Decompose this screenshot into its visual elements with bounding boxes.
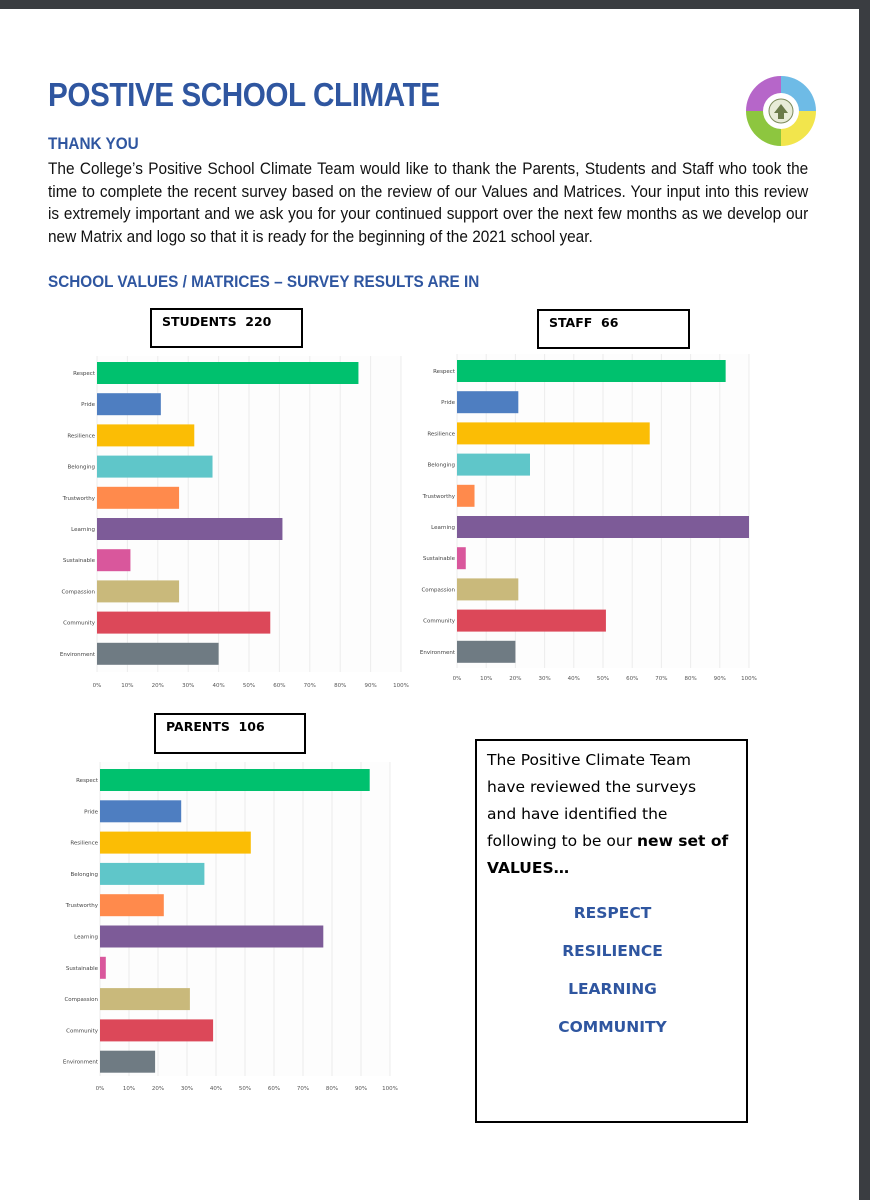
new-values-list <box>487 894 738 1046</box>
x-tick-label: 70% <box>296 1086 310 1092</box>
bar-sustainable <box>100 957 106 979</box>
values-text-line: have reviewed the surveys <box>487 778 697 796</box>
y-category-label: Belonging <box>70 871 98 878</box>
parents-bar-chart <box>45 758 410 1098</box>
bar-environment <box>100 1051 155 1073</box>
bar-resilience <box>97 424 194 446</box>
bar-pride <box>100 800 181 822</box>
window-right-border <box>859 0 870 1200</box>
y-category-label: Sustainable <box>62 558 95 565</box>
staff-caption: STAFF 66 <box>537 309 690 349</box>
bar-pride <box>457 391 518 413</box>
x-tick-label: 70% <box>303 683 316 689</box>
x-tick-label: 0% <box>452 676 462 682</box>
bar-community <box>97 612 270 634</box>
x-tick-label: 80% <box>684 676 697 682</box>
bar-compassion <box>97 580 179 602</box>
y-category-label: Pride <box>81 402 95 409</box>
bar-trustworthy <box>97 487 179 509</box>
bar-respect <box>97 362 358 384</box>
school-logo <box>743 73 819 149</box>
bar-belonging <box>100 863 204 885</box>
x-tick-label: 100% <box>741 676 757 682</box>
new-values-description <box>487 747 738 882</box>
bar-sustainable <box>97 549 130 571</box>
y-category-label: Community <box>66 1028 98 1035</box>
bar-belonging <box>457 454 530 476</box>
bar-environment <box>97 643 219 665</box>
values-text-line: and have identified the <box>487 805 668 823</box>
x-tick-label: 50% <box>238 1086 252 1092</box>
y-category-label: Community <box>63 620 95 627</box>
bar-compassion <box>100 988 190 1010</box>
y-category-label: Trustworthy <box>62 495 95 502</box>
x-tick-label: 60% <box>626 676 639 682</box>
y-category-label: Resilience <box>67 433 95 440</box>
x-tick-label: 30% <box>182 683 195 689</box>
y-category-label: Sustainable <box>422 556 455 563</box>
y-category-label: Compassion <box>421 587 455 594</box>
bar-learning <box>457 516 749 538</box>
bar-community <box>100 1019 213 1041</box>
page-title: POSTIVE SCHOOL CLIMATE <box>48 76 440 113</box>
value-item-community: COMMUNITY <box>558 1018 667 1036</box>
x-tick-label: 0% <box>92 683 102 689</box>
y-category-label: Resilience <box>70 840 98 847</box>
values-text-line: following to be our <box>487 832 638 850</box>
y-category-label: Respect <box>76 778 98 784</box>
x-tick-label: 50% <box>596 676 610 682</box>
bar-sustainable <box>457 547 466 569</box>
bar-learning <box>97 518 282 540</box>
x-tick-label: 80% <box>325 1086 339 1092</box>
bar-belonging <box>97 456 213 478</box>
y-category-label: Learning <box>71 527 95 533</box>
y-category-label: Environment <box>59 651 95 658</box>
x-tick-label: 90% <box>713 676 726 682</box>
bar-respect <box>100 769 370 791</box>
value-item-respect: RESPECT <box>573 904 652 922</box>
y-category-label: Trustworthy <box>422 493 455 500</box>
y-category-label: Community <box>423 618 455 625</box>
x-tick-label: 40% <box>567 676 580 682</box>
x-tick-label: 30% <box>180 1086 194 1092</box>
x-tick-label: 70% <box>655 676 668 682</box>
x-tick-label: 30% <box>538 676 551 682</box>
new-values-box <box>475 739 748 1123</box>
thank-you-heading: THANK YOU <box>48 134 139 153</box>
bar-resilience <box>100 832 251 854</box>
bar-learning <box>100 926 323 948</box>
students-bar-chart <box>45 350 410 695</box>
y-category-label: Compassion <box>61 589 95 596</box>
students-caption: STUDENTS 220 <box>150 308 303 348</box>
x-tick-label: 20% <box>151 683 164 689</box>
y-category-label: Trustworthy <box>65 903 98 910</box>
values-text-line: The Positive Climate Team <box>487 751 691 769</box>
y-category-label: Respect <box>73 371 95 377</box>
x-tick-label: 100% <box>382 1086 398 1092</box>
x-tick-label: 40% <box>209 1086 223 1092</box>
y-category-label: Learning <box>74 934 98 941</box>
y-category-label: Environment <box>419 649 455 656</box>
values-text-bold: VALUES… <box>487 859 570 877</box>
x-tick-label: 10% <box>121 683 134 689</box>
x-tick-label: 100% <box>393 683 409 689</box>
y-category-label: Compassion <box>64 997 98 1004</box>
bar-respect <box>457 360 726 382</box>
y-category-label: Belonging <box>67 464 95 471</box>
bar-trustworthy <box>100 894 164 916</box>
x-tick-label: 80% <box>334 683 347 689</box>
y-category-label: Resilience <box>427 431 455 438</box>
value-item-resilience: RESILIENCE <box>562 942 663 960</box>
thank-you-paragraph: The College’s Positive School Climate Team would like to thank the Parents, Students and Staff who took the time to complete the recent survey based on the review of our Values and Matrices. Your input into this review is extremely important and we ask you for your continued support over the next few months as we develop our new Matrix and logo so that it is ready for the beginning of the 2021 school year. <box>48 159 809 246</box>
x-tick-label: 90% <box>364 683 377 689</box>
x-tick-label: 90% <box>354 1086 368 1092</box>
bar-community <box>457 610 606 632</box>
y-category-label: Environment <box>62 1059 98 1066</box>
x-tick-label: 10% <box>122 1086 136 1092</box>
staff-bar-chart <box>408 350 768 690</box>
x-tick-label: 50% <box>242 683 256 689</box>
x-tick-label: 10% <box>480 676 493 682</box>
parents-caption: PARENTS 106 <box>154 713 306 754</box>
y-category-label: Pride <box>84 809 98 816</box>
y-category-label: Pride <box>441 400 455 407</box>
survey-results-heading: SCHOOL VALUES / MATRICES – SURVEY RESULTS ARE IN <box>48 272 480 291</box>
x-tick-label: 60% <box>267 1086 281 1092</box>
values-text-bold: new set of <box>637 832 729 850</box>
window-top-border <box>0 0 870 9</box>
x-tick-label: 20% <box>509 676 522 682</box>
x-tick-label: 60% <box>273 683 286 689</box>
x-tick-label: 40% <box>212 683 225 689</box>
value-item-learning: LEARNING <box>568 980 657 998</box>
y-category-label: Belonging <box>427 462 455 469</box>
x-tick-label: 0% <box>95 1086 105 1092</box>
y-category-label: Learning <box>431 525 455 531</box>
bar-resilience <box>457 422 650 444</box>
bar-pride <box>97 393 161 415</box>
x-tick-label: 20% <box>151 1086 165 1092</box>
bar-trustworthy <box>457 485 475 507</box>
y-category-label: Sustainable <box>65 965 98 972</box>
y-category-label: Respect <box>433 369 455 375</box>
bar-compassion <box>457 578 518 600</box>
bar-environment <box>457 641 515 663</box>
